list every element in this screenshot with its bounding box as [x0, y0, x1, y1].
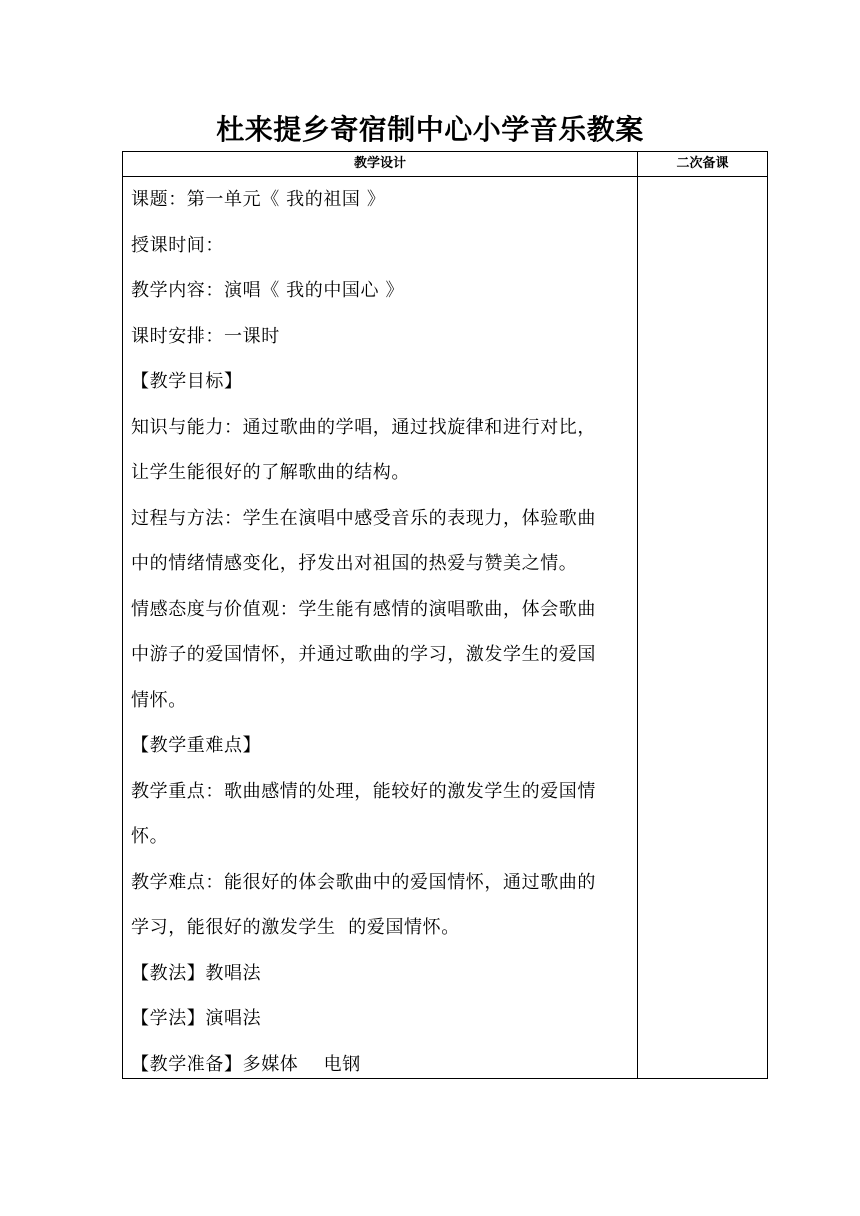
lesson-content — [131, 177, 631, 1087]
column-header-design: 教学设计 — [353, 156, 406, 171]
text-line: 怀。 — [131, 826, 169, 847]
text-line: 中的情绪情感变化，抒发出对祖国的热爱与赞美之情。 — [131, 553, 578, 574]
text-line: 学习，能很好的激发学生 的爱国情怀。 — [131, 917, 460, 938]
text-line: 中游子的爱国情怀，并通过歌曲的学习，激发学生的爱国 — [131, 644, 596, 665]
text-line: 情感态度与价值观：学生能有感情的演唱歌曲，体会歌曲 — [131, 598, 596, 620]
text-line: 过程与方法：学生在演唱中感受音乐的表现力，体验歌曲 — [131, 507, 596, 529]
lesson-content-item: 教学内容：演唱《 我的中国心 》 — [131, 280, 405, 301]
lesson-time: 授课时间： — [131, 234, 224, 256]
section-heading-key-points: 【教学重难点】 — [131, 735, 262, 756]
text-line: 让学生能很好的了解歌曲的结构。 — [131, 462, 410, 483]
teaching-preparation: 【教学准备】多媒体 电钢 — [131, 1053, 361, 1075]
text-line: 情怀。 — [131, 689, 187, 711]
column-header-backup: 二次备课 — [676, 156, 729, 171]
lesson-schedule: 课时安排：一课时 — [131, 325, 280, 347]
text-line: 教学重点：歌曲感情的处理，能较好的激发学生的爱国情 — [131, 780, 596, 802]
text-line: 知识与能力：通过歌曲的学唱，通过找旋律和进行对比， — [131, 416, 596, 438]
section-heading-objectives: 【教学目标】 — [131, 371, 243, 392]
page-title: 杜来提乡寄宿制中心小学音乐教案 — [216, 113, 644, 146]
lesson-plan-table — [122, 151, 768, 1079]
column-divider — [637, 152, 638, 1078]
lesson-topic: 课题：第一单元《 我的祖国 》 — [131, 189, 386, 210]
teaching-method: 【教法】教唱法 — [131, 962, 262, 984]
text-line: 教学难点：能很好的体会歌曲中的爱国情怀，通过歌曲的 — [131, 871, 596, 893]
learning-method: 【学法】演唱法 — [131, 1008, 262, 1029]
